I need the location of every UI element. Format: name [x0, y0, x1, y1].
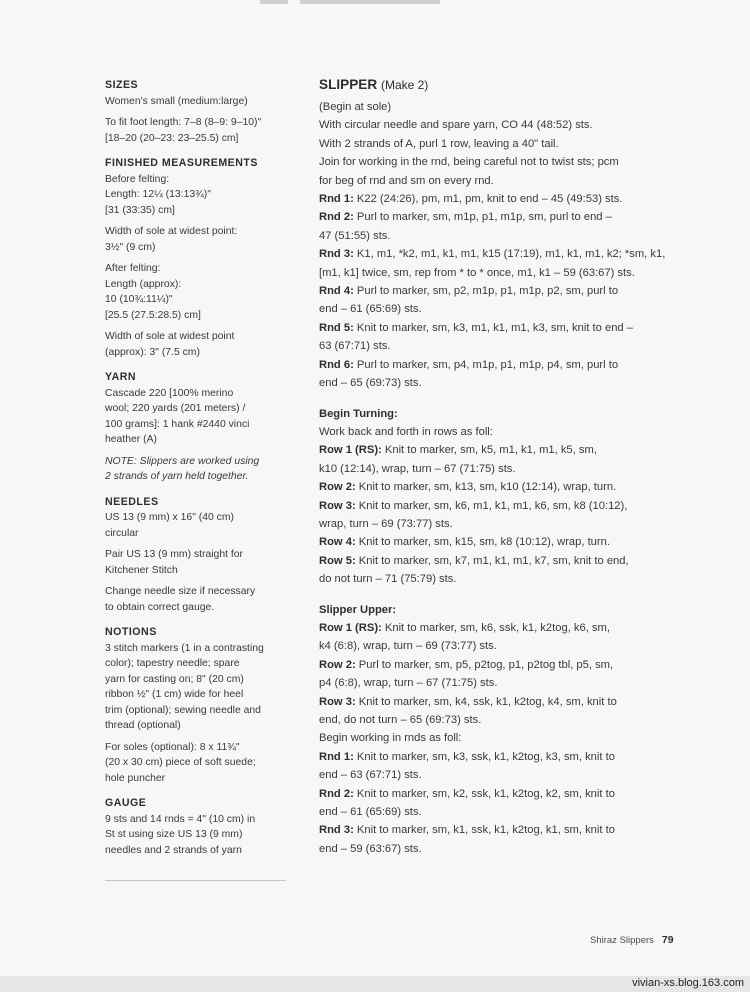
instruction-text: Knit to marker, sm, k5, m1, k1, m1, k5, sm,	[381, 444, 597, 457]
instruction-line	[319, 300, 679, 318]
instruction-text: Knit to marker, sm, k1, ssk, k1, k2tog, k1, sm, knit to	[353, 824, 615, 837]
before-felting-text	[105, 172, 287, 219]
sizes-text	[105, 94, 287, 110]
text-line: (Begin at sole)	[319, 101, 392, 113]
instruction-label: Rnd 2:	[319, 787, 354, 800]
text-line: color); tapestry needle; spare	[105, 658, 240, 669]
text-line: Change needle size if necessary	[105, 586, 256, 597]
yarn-heading: YARN	[105, 371, 137, 383]
instruction-text: Knit to marker, sm, k7, m1, k1, m1, k7, sm, knit to end,	[355, 554, 629, 567]
materials-sidebar	[105, 78, 287, 858]
text-line: Pair US 13 (9 mm) straight for	[105, 549, 244, 560]
instruction-line	[319, 497, 679, 515]
notions-heading: NOTIONS	[105, 626, 157, 638]
sizes-heading: SIZES	[105, 79, 139, 91]
instruction-line	[319, 656, 679, 674]
page-number: 79	[661, 934, 674, 946]
instruction-label: Rnd 1:	[319, 193, 354, 206]
instruction-text: Knit to marker, sm, k4, ssk, k1, k2tog, k4, sm, knit to	[355, 695, 617, 708]
instruction-label: Row 3:	[319, 499, 356, 512]
instruction-row	[319, 748, 679, 785]
instruction-row	[319, 821, 679, 858]
footer-title: Shiraz Slippers	[590, 935, 654, 946]
instruction-text: [m1, k1] twice, sm, rep from * to * once, m1, k1 – 59 (63:67) sts.	[319, 266, 635, 279]
yarn-note	[105, 454, 287, 485]
instruction-text: end – 65 (69:73) sts.	[319, 377, 422, 390]
instruction-text: wrap, turn – 69 (73:77) sts.	[319, 517, 453, 530]
text-line: 100 grams]: 1 hank #2440 vinci	[105, 418, 250, 430]
text-line: (approx): 3" (7.5 cm)	[105, 346, 200, 358]
instruction-line	[319, 460, 679, 478]
instruction-line	[319, 319, 679, 337]
needles-gauge-text	[105, 584, 287, 615]
intro-text	[319, 98, 679, 190]
instruction-line	[319, 766, 679, 784]
text-line: thread (optional)	[105, 720, 181, 731]
instruction-text: Knit to marker, sm, k6, m1, k1, m1, k6, sm, k8 (10:12),	[355, 499, 628, 512]
slipper-title-sub: (Make 2)	[380, 78, 429, 92]
instruction-label: Rnd 4:	[319, 285, 354, 298]
rounds-list	[319, 190, 679, 392]
instruction-line	[319, 840, 679, 858]
instruction-line	[319, 245, 679, 263]
text-line: Width of sole at widest point:	[105, 226, 238, 237]
instruction-line	[319, 190, 679, 208]
section-title	[319, 76, 679, 94]
instruction-line	[319, 748, 679, 766]
instruction-text: Knit to marker, sm, k13, sm, k10 (12:14), wrap, turn.	[355, 481, 617, 494]
instruction-label: Rnd 2:	[319, 211, 354, 224]
instruction-line	[319, 337, 679, 355]
text-line: trim (optional); sewing needle and	[105, 704, 261, 716]
instruction-label: Row 1 (RS):	[319, 444, 382, 457]
instruction-text: end – 59 (63:67) sts.	[319, 842, 422, 855]
after-felting-text	[105, 261, 287, 323]
instruction-text: Knit to marker, sm, k2, ssk, k1, k2tog, k2, sm, knit to	[353, 787, 615, 800]
instruction-text: end – 63 (67:71) sts.	[319, 769, 422, 782]
instruction-row	[319, 319, 679, 356]
needles-straight-text	[105, 547, 287, 578]
instruction-line	[319, 785, 679, 803]
text-line: Women's small (medium:large)	[105, 95, 248, 107]
text-line: ribbon ½" (1 cm) wide for heel	[105, 689, 244, 700]
instruction-text: Knit to marker, sm, k3, m1, k1, m1, k3, sm, knit to end –	[353, 321, 633, 334]
instruction-text: end – 61 (65:69) sts.	[319, 806, 422, 819]
instruction-row	[319, 552, 679, 589]
instruction-label: Rnd 5:	[319, 321, 354, 334]
text-line: For soles (optional): 8 x 11¾"	[105, 741, 240, 753]
instruction-label: Row 3:	[319, 695, 356, 708]
finished-measurements-heading: FINISHED MEASUREMENTS	[105, 157, 258, 169]
instruction-text: K1, m1, *k2, m1, k1, m1, k15 (17:19), m1, k1, m1, k2; *sm, k1,	[353, 248, 666, 261]
instruction-line	[319, 637, 679, 655]
needles-heading: NEEDLES	[105, 495, 159, 508]
instruction-label: Row 4:	[319, 536, 356, 549]
text-line: With 2 strands of A, purl 1 row, leaving a 40" tail.	[319, 137, 559, 150]
instruction-text: Knit to marker, sm, k6, ssk, k1, k2tog, k6, sm,	[381, 621, 610, 634]
text-line: 9 sts and 14 rnds = 4" (10 cm) in	[105, 813, 256, 825]
instruction-label: Rnd 3:	[319, 824, 354, 837]
instruction-row	[319, 478, 679, 496]
instruction-text: k10 (12:14), wrap, turn – 67 (71:75) sts.	[319, 462, 516, 475]
begin-turning-heading: Begin Turning:	[319, 407, 398, 420]
text-line: 3 stitch markers (1 in a contrasting	[105, 642, 264, 654]
instruction-text: Knit to marker, sm, k3, ssk, k1, k2tog, k3, sm, knit to	[353, 750, 615, 763]
instruction-row	[319, 785, 679, 822]
text-line: Join for working in the rnd, being careful not to twist sts; pcm	[319, 156, 619, 169]
text-line: [25.5 (27.5:28.5) cm]	[105, 309, 201, 321]
text-line: US 13 (9 mm) x 16" (40 cm)	[105, 512, 234, 523]
text-line: 2 strands of yarn held together.	[105, 471, 249, 482]
instruction-row	[319, 533, 679, 551]
instruction-line	[319, 552, 679, 570]
text-line: for beg of rnd and sm on every rnd.	[319, 174, 494, 187]
instruction-text: Purl to marker, sm, p4, m1p, p1, m1p, p4, sm, purl to	[353, 358, 619, 371]
text-line: Length: 12¼ (13:13¾)"	[105, 189, 211, 200]
instruction-label: Rnd 1:	[319, 750, 354, 763]
instruction-line	[319, 533, 679, 551]
instruction-row	[319, 441, 679, 478]
slipper-title: SLIPPER	[319, 77, 378, 92]
needles-circular-text	[105, 510, 287, 541]
text-line: Before felting:	[105, 173, 170, 185]
text-line: 10 (10¾:11¼)"	[105, 294, 173, 305]
instruction-row	[319, 693, 679, 730]
text-line: NOTE: Slippers are worked using	[105, 455, 260, 467]
instruction-line	[319, 803, 679, 821]
instruction-line	[319, 619, 679, 637]
turning-intro: Work back and forth in rows as foll:	[319, 425, 493, 438]
instruction-text: end, do not turn – 65 (69:73) sts.	[319, 714, 482, 726]
text-line: To fit foot length: 7–8 (8–9: 9–10)"	[105, 117, 262, 128]
text-line: Kitchener Stitch	[105, 564, 178, 576]
sidebar-divider	[105, 880, 286, 881]
turning-rows-list	[319, 441, 679, 588]
instruction-line	[319, 674, 679, 692]
text-line: [31 (33:35) cm]	[105, 204, 175, 216]
text-line: St st using size US 13 (9 mm)	[105, 829, 243, 840]
instruction-line	[319, 282, 679, 300]
notions-soles-text	[105, 740, 287, 787]
text-line: Length (approx):	[105, 278, 182, 290]
instruction-row	[319, 619, 679, 656]
text-line: (20 x 30 cm) piece of soft suede;	[105, 757, 256, 768]
text-line: [18–20 (20–23: 23–25.5) cm]	[105, 132, 239, 144]
instruction-text: K22 (24:26), pm, m1, pm, knit to end – 45 (49:53) sts.	[353, 193, 623, 206]
instruction-line	[319, 478, 679, 496]
instruction-label: Row 2:	[319, 658, 356, 671]
pattern-instructions	[319, 76, 679, 858]
instruction-text: do not turn – 71 (75:79) sts.	[319, 573, 457, 586]
instruction-label: Row 1 (RS):	[319, 621, 382, 634]
instruction-line	[319, 227, 679, 245]
text-line: With circular needle and spare yarn, CO 44 (48:52) sts.	[319, 119, 593, 132]
instruction-line	[319, 441, 679, 459]
width-after-text	[105, 329, 287, 360]
instruction-line	[319, 208, 679, 226]
text-line: yarn for casting on; 8" (20 cm)	[105, 673, 244, 685]
gauge-heading: GAUGE	[105, 797, 147, 809]
upper-rnds-intro: Begin working in rnds as foll:	[319, 732, 462, 745]
instruction-text: 47 (51:55) sts.	[319, 229, 391, 242]
page-footer	[590, 934, 674, 946]
text-line: needles and 2 strands of yarn	[105, 844, 242, 856]
text-line: wool; 220 yards (201 meters) /	[105, 403, 246, 414]
text-line: Cascade 220 [100% merino	[105, 387, 234, 399]
upper-rnds-list	[319, 748, 679, 858]
instruction-row	[319, 497, 679, 534]
instruction-text: end – 61 (65:69) sts.	[319, 303, 422, 316]
top-edge-mark	[300, 0, 440, 4]
instruction-line	[319, 515, 679, 533]
instruction-text: Knit to marker, sm, k15, sm, k8 (10:12), wrap, turn.	[355, 536, 610, 549]
text-line: hole puncher	[105, 772, 166, 784]
instruction-text: 63 (67:71) sts.	[319, 340, 391, 353]
instruction-line	[319, 570, 679, 588]
text-line: circular	[105, 527, 139, 539]
instruction-line	[319, 711, 679, 729]
yarn-text	[105, 386, 287, 448]
instruction-row	[319, 245, 679, 282]
slipper-upper-heading: Slipper Upper:	[319, 603, 397, 616]
upper-rows-list	[319, 619, 679, 729]
text-line: to obtain correct gauge.	[105, 601, 215, 613]
instruction-text: Purl to marker, sm, p5, p2tog, p1, p2tog tbl, p5, sm,	[355, 658, 614, 671]
watermark: vivian-xs.blog.163.com	[632, 977, 744, 989]
gauge-text	[105, 812, 287, 859]
instruction-text: Purl to marker, sm, m1p, p1, m1p, sm, purl to end –	[353, 211, 612, 224]
instruction-row	[319, 208, 679, 245]
instruction-text: Purl to marker, sm, p2, m1p, p1, m1p, p2, sm, purl to	[353, 285, 619, 298]
instruction-line	[319, 264, 679, 282]
text-line: Width of sole at widest point	[105, 331, 235, 342]
instruction-line	[319, 693, 679, 711]
foot-length-text	[105, 115, 287, 146]
text-line: heather (A)	[105, 434, 157, 445]
instruction-row	[319, 656, 679, 693]
instruction-label: Row 5:	[319, 554, 356, 567]
instruction-line	[319, 821, 679, 839]
instruction-row	[319, 356, 679, 393]
instruction-row	[319, 190, 679, 208]
instruction-line	[319, 374, 679, 392]
instruction-label: Rnd 3:	[319, 248, 354, 261]
top-edge-mark	[260, 0, 288, 4]
instruction-label: Row 2:	[319, 481, 356, 494]
notions-text	[105, 641, 287, 734]
width-before-text	[105, 224, 287, 255]
instruction-text: p4 (6:8), wrap, turn – 67 (71:75) sts.	[319, 677, 498, 690]
instruction-text: k4 (6:8), wrap, turn – 69 (73:77) sts.	[319, 640, 497, 653]
instruction-line	[319, 356, 679, 374]
instruction-row	[319, 282, 679, 319]
text-line: After felting:	[105, 263, 161, 274]
instruction-label: Rnd 6:	[319, 358, 354, 371]
text-line: 3½" (9 cm)	[105, 241, 156, 253]
